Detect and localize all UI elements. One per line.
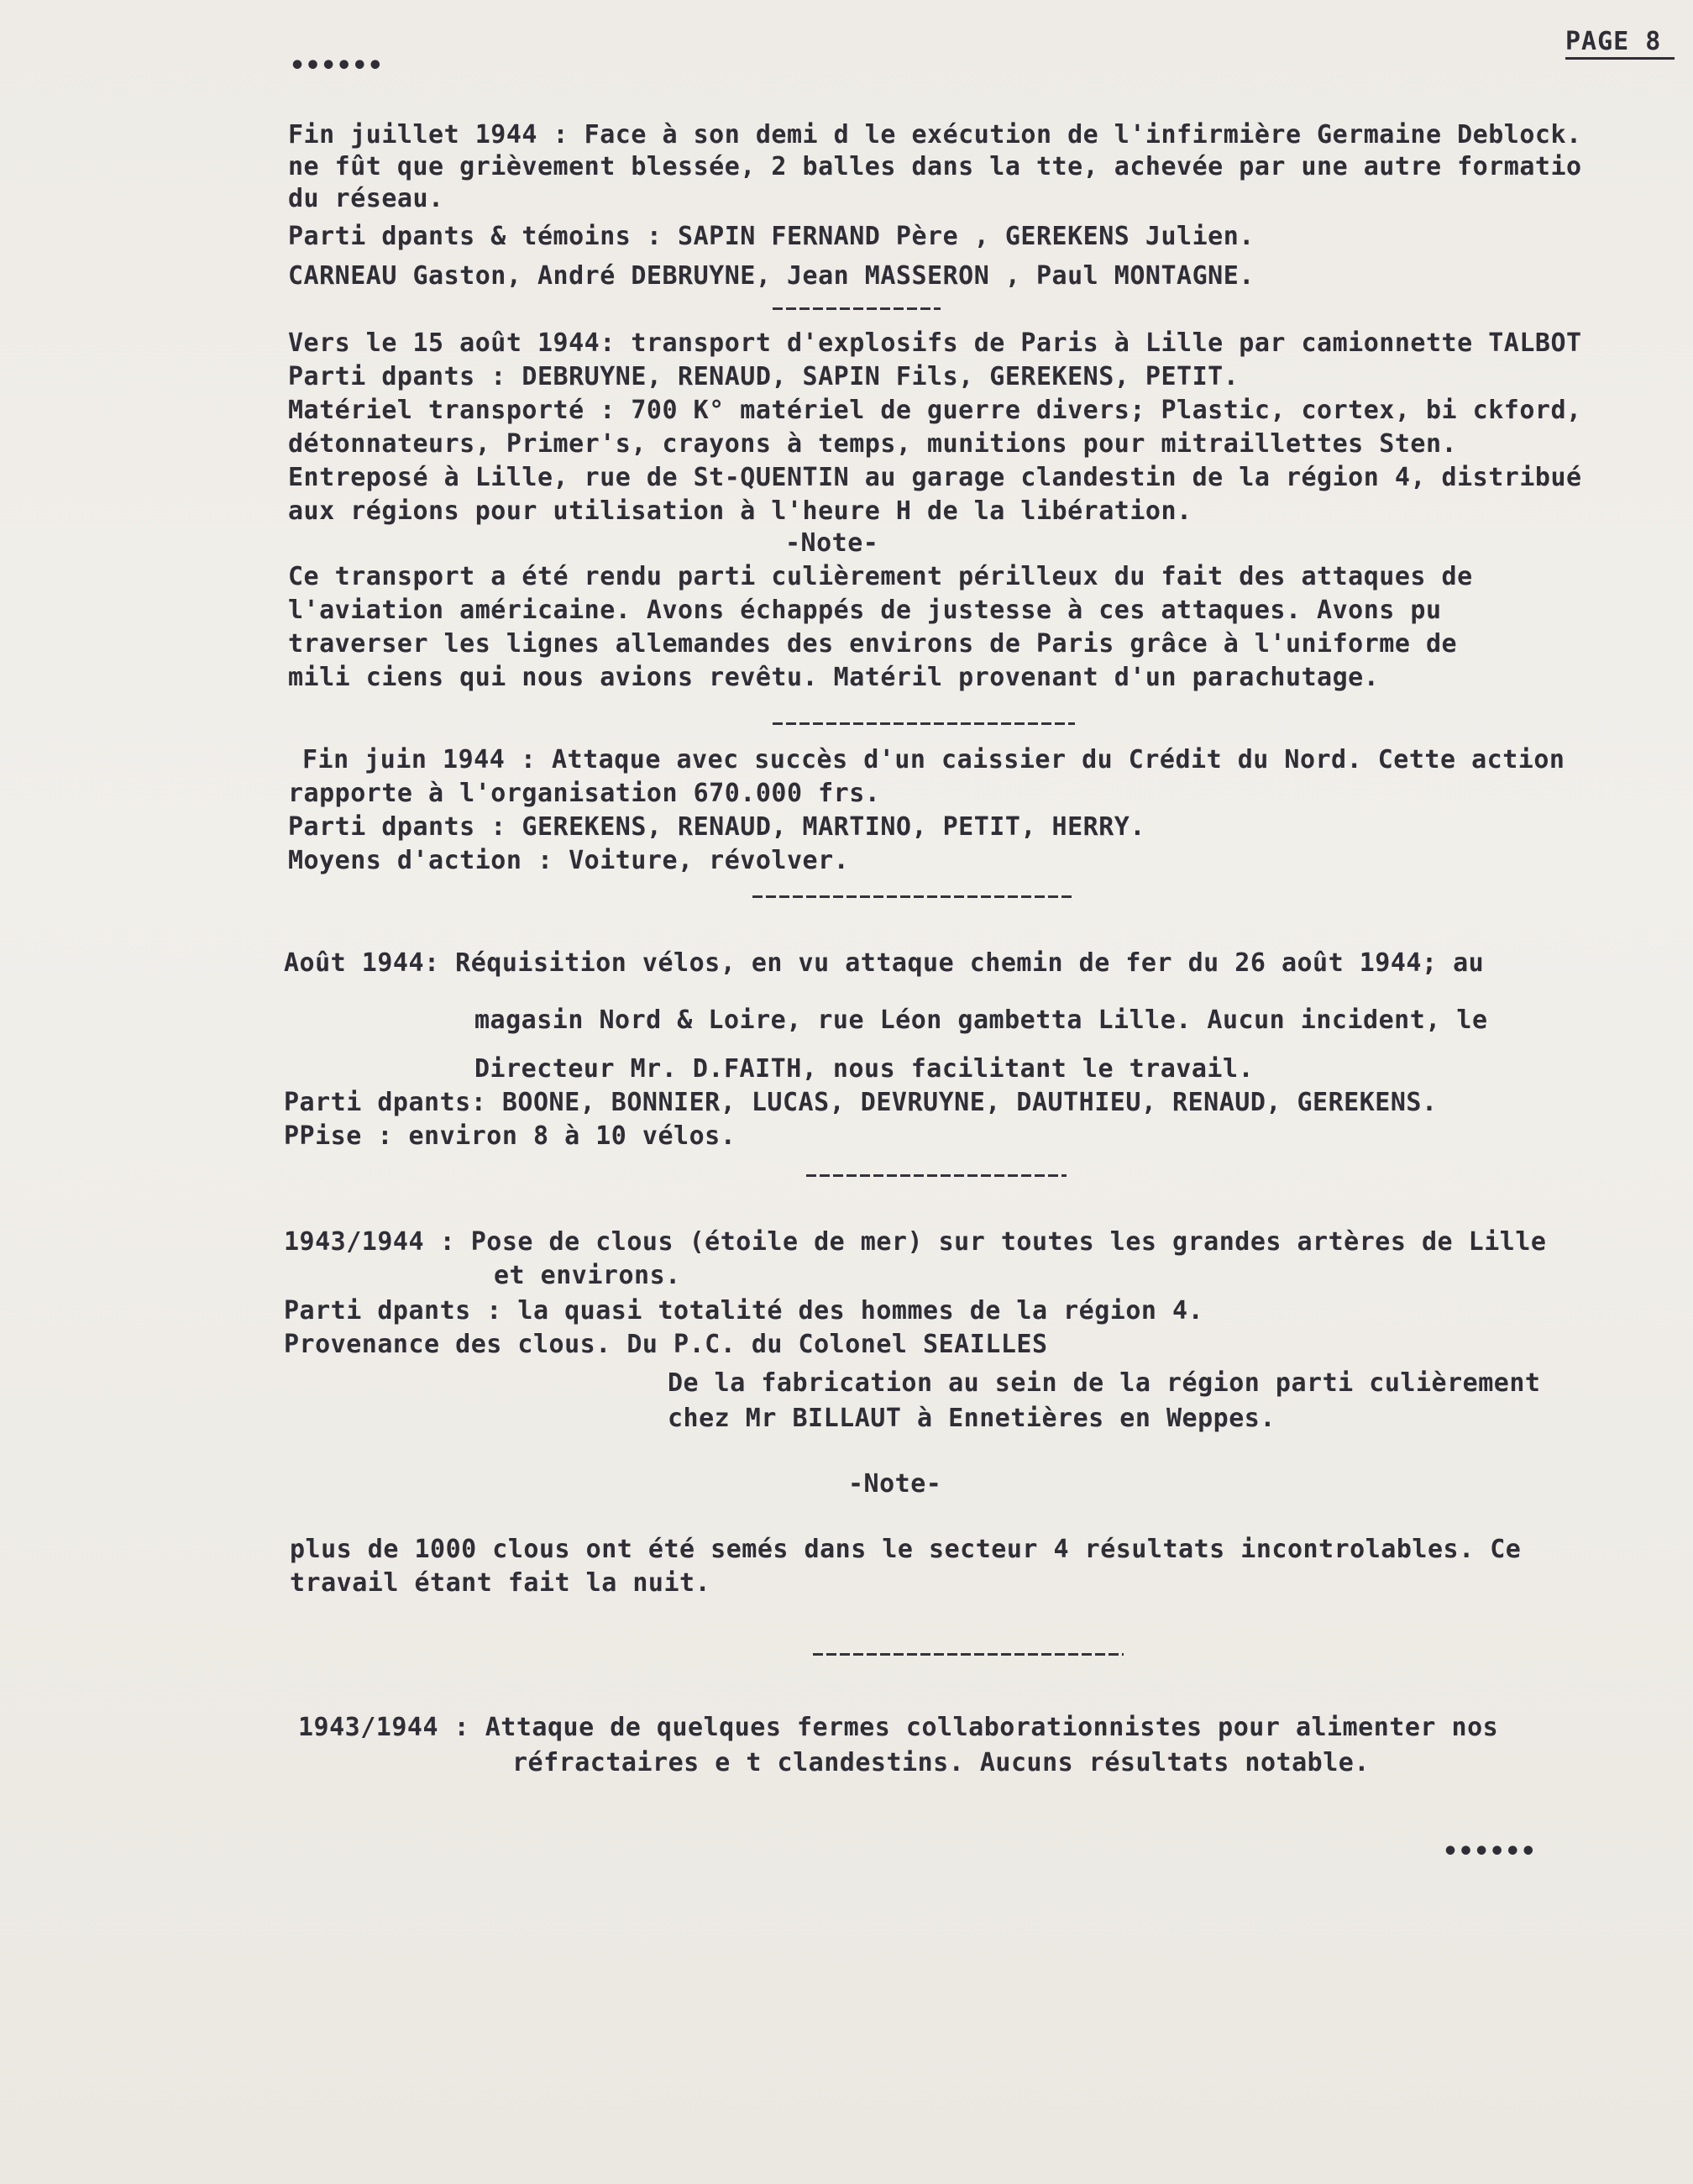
note-line: Ce transport a été rendu parti culièrement périlleux du fait des attaques de: [288, 562, 1473, 591]
entry-line: Parti dpants : la quasi totalité des hommes de la région 4.: [284, 1296, 1204, 1326]
entry-line: Fin juin 1944 : Attaque avec succès d'un caissier du Crédit du Nord. Cette action: [302, 745, 1565, 774]
separator: [813, 1653, 1124, 1656]
entry-line: ne fût que grièvement blessée, 2 balles dans la tte, achevée par une autre formatio: [288, 152, 1582, 181]
separator: [773, 722, 1075, 725]
bleed-through-top: [92, 59, 118, 84]
separator: [752, 895, 1072, 898]
entry-line: 1943/1944 : Attaque de quelques fermes collaborationnistes pour alimenter nos: [298, 1713, 1499, 1742]
entry-line: Moyens d'action : Voiture, révolver.: [288, 846, 850, 875]
entry-line: Fin juillet 1944 : Face à son demi d le exécution de l'infirmière Germaine Deblock.: [288, 120, 1582, 150]
bottom-marker: ••••••: [1443, 1837, 1537, 1866]
entry-line: Parti dpants : GEREKENS, RENAUD, MARTINO, PETIT, HERRY.: [288, 812, 1145, 842]
entry-line: Parti dpants & témoins : SAPIN FERNAND Père , GEREKENS Julien.: [288, 222, 1255, 251]
entry-line: réfractaires e t clandestins. Aucuns résultats notable.: [512, 1748, 1370, 1777]
entry-line: détonnateurs, Primer's, crayons à temps, munitions pour mitraillettes Sten.: [288, 429, 1458, 459]
note-line: plus de 1000 clous ont été semés dans le secteur 4 résultats incontrolables. Ce: [290, 1535, 1522, 1564]
note-line: mili ciens qui nous avions revêtu. Matéril provenant d'un parachutage.: [288, 663, 1380, 692]
note-line: traverser les lignes allemandes des environs de Paris grâce à l'uniforme de: [288, 629, 1458, 659]
entry-line: CARNEAU Gaston, André DEBRUYNE, Jean MASSERON , Paul MONTAGNE.: [288, 261, 1255, 291]
entry-line: 1943/1944 : Pose de clous (étoile de mer) sur toutes les grandes artères de Lille: [284, 1227, 1547, 1257]
page-number-underline: [1565, 57, 1675, 60]
entry-line: De la fabrication au sein de la région parti culièrement: [668, 1368, 1541, 1398]
top-marker: ••••••: [290, 51, 384, 81]
entry-line: Août 1944: Réquisition vélos, en vu attaque chemin de fer du 26 août 1944; au: [284, 948, 1485, 978]
note-label: -Note-: [848, 1469, 942, 1499]
separator: [773, 307, 941, 310]
entry-line: chez Mr BILLAUT à Ennetières en Weppes.: [668, 1404, 1276, 1433]
entry-line: Directeur Mr. D.FAITH, nous facilitant le travail.: [474, 1054, 1255, 1084]
note-line: travail étant fait la nuit.: [290, 1568, 711, 1598]
page-number: PAGE 8: [1565, 27, 1662, 56]
separator: [806, 1174, 1067, 1177]
entry-line: PPise : environ 8 à 10 vélos.: [284, 1121, 736, 1151]
entry-line: aux régions pour utilisation à l'heure H de la libération.: [288, 496, 1192, 526]
entry-line: du réseau.: [288, 184, 444, 213]
entry-line: rapporte à l'organisation 670.000 frs.: [288, 779, 881, 808]
note-label: -Note-: [785, 528, 879, 558]
entry-line: Parti dpants : DEBRUYNE, RENAUD, SAPIN Fils, GEREKENS, PETIT.: [288, 362, 1240, 391]
entry-line: Parti dpants: BOONE, BONNIER, LUCAS, DEVRUYNE, DAUTHIEU, RENAUD, GEREKENS.: [284, 1088, 1438, 1117]
entry-line: magasin Nord & Loire, rue Léon gambetta Lille. Aucun incident, le: [474, 1005, 1488, 1035]
entry-line: et environs.: [494, 1261, 681, 1290]
entry-line: Entreposé à Lille, rue de St-QUENTIN au garage clandestin de la région 4, distribué: [288, 463, 1582, 492]
entry-line: Vers le 15 août 1944: transport d'explosifs de Paris à Lille par camionnette TALBOT: [288, 328, 1582, 358]
note-line: l'aviation américaine. Avons échappés de justesse à ces attaques. Avons pu: [288, 596, 1442, 625]
entry-line: Matériel transporté : 700 K° matériel de guerre divers; Plastic, cortex, bi ckford,: [288, 396, 1582, 425]
entry-line: Provenance des clous. Du P.C. du Colonel SEAILLES: [284, 1330, 1048, 1359]
